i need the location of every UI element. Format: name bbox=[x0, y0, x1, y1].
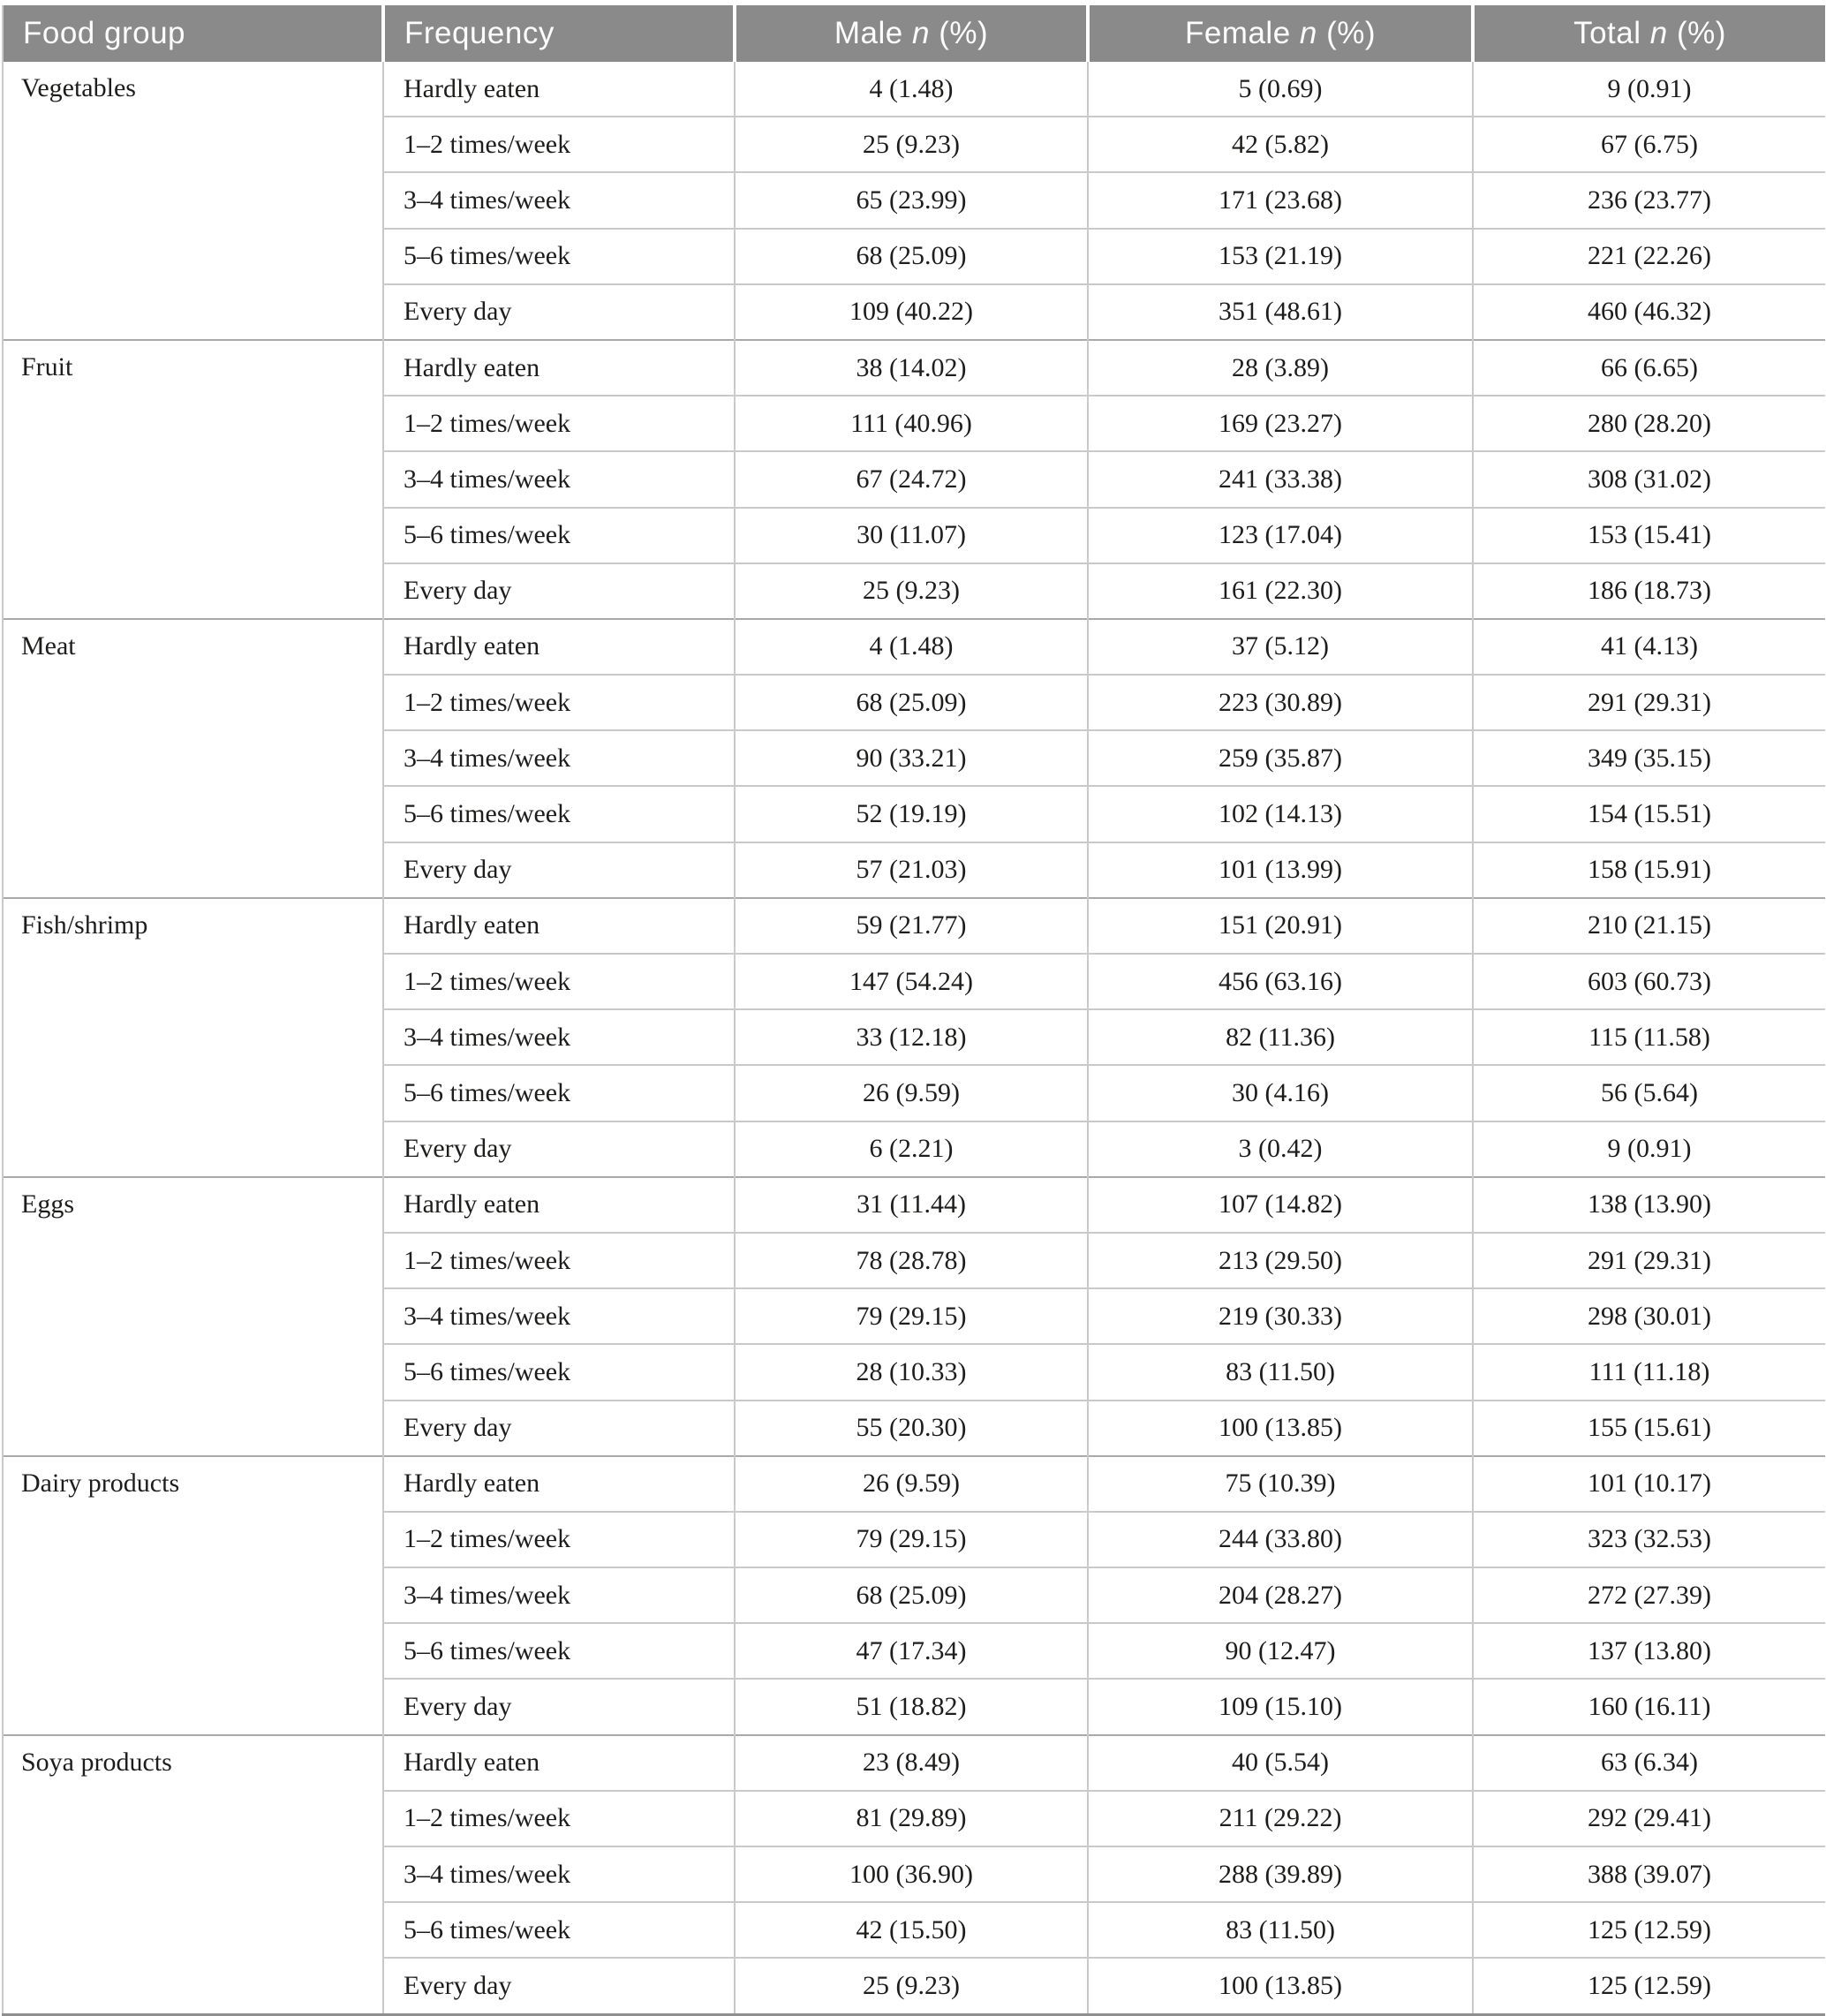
male-cell: 26 (9.59) bbox=[735, 1456, 1088, 1512]
table-row bbox=[3, 619, 1825, 675]
male-cell: 28 (10.33) bbox=[735, 1344, 1088, 1400]
female-cell: 259 (35.87) bbox=[1088, 730, 1473, 786]
female-cell: 219 (30.33) bbox=[1088, 1288, 1473, 1344]
food-group-cell: Vegetables bbox=[3, 62, 383, 340]
male-cell: 68 (25.09) bbox=[735, 229, 1088, 284]
total-cell: 125 (12.59) bbox=[1473, 1902, 1825, 1958]
frequency-cell: Every day bbox=[383, 284, 735, 340]
female-cell: 100 (13.85) bbox=[1088, 1401, 1473, 1456]
frequency-cell: 3–4 times/week bbox=[383, 1567, 735, 1623]
total-cell: 153 (15.41) bbox=[1473, 508, 1825, 563]
table-header bbox=[3, 5, 1825, 62]
female-cell: 37 (5.12) bbox=[1088, 619, 1473, 675]
frequency-cell: 5–6 times/week bbox=[383, 1065, 735, 1121]
female-cell: 211 (29.22) bbox=[1088, 1791, 1473, 1846]
male-cell: 79 (29.15) bbox=[735, 1288, 1088, 1344]
female-cell: 75 (10.39) bbox=[1088, 1456, 1473, 1512]
total-cell: 67 (6.75) bbox=[1473, 117, 1825, 172]
male-cell: 42 (15.50) bbox=[735, 1902, 1088, 1958]
frequency-cell: Every day bbox=[383, 563, 735, 619]
col-header-female bbox=[1088, 5, 1473, 62]
male-cell: 25 (9.23) bbox=[735, 563, 1088, 619]
total-cell: 460 (46.32) bbox=[1473, 284, 1825, 340]
col-header-pct: (%) bbox=[1676, 16, 1726, 50]
female-cell: 40 (5.54) bbox=[1088, 1735, 1473, 1791]
total-cell: 272 (27.39) bbox=[1473, 1567, 1825, 1623]
female-cell: 171 (23.68) bbox=[1088, 172, 1473, 228]
female-cell: 109 (15.10) bbox=[1088, 1679, 1473, 1734]
table-row bbox=[3, 1456, 1825, 1512]
total-cell: 9 (0.91) bbox=[1473, 62, 1825, 117]
frequency-cell: 5–6 times/week bbox=[383, 1623, 735, 1679]
male-cell: 23 (8.49) bbox=[735, 1735, 1088, 1791]
table-row bbox=[3, 340, 1825, 396]
table-row bbox=[3, 1177, 1825, 1233]
total-cell: 186 (18.73) bbox=[1473, 563, 1825, 619]
male-cell: 65 (23.99) bbox=[735, 172, 1088, 228]
total-cell: 210 (21.15) bbox=[1473, 898, 1825, 954]
frequency-cell: 3–4 times/week bbox=[383, 451, 735, 507]
male-cell: 25 (9.23) bbox=[735, 117, 1088, 172]
female-cell: 169 (23.27) bbox=[1088, 396, 1473, 451]
frequency-cell: 5–6 times/week bbox=[383, 1902, 735, 1958]
male-cell: 109 (40.22) bbox=[735, 284, 1088, 340]
female-cell: 3 (0.42) bbox=[1088, 1121, 1473, 1177]
male-cell: 51 (18.82) bbox=[735, 1679, 1088, 1734]
female-cell: 123 (17.04) bbox=[1088, 508, 1473, 563]
female-cell: 28 (3.89) bbox=[1088, 340, 1473, 396]
col-header-food-group: Food group bbox=[3, 5, 383, 62]
frequency-cell: 3–4 times/week bbox=[383, 1846, 735, 1902]
col-header-total bbox=[1473, 5, 1825, 62]
total-cell: 236 (23.77) bbox=[1473, 172, 1825, 228]
female-cell: 351 (48.61) bbox=[1088, 284, 1473, 340]
total-cell: 291 (29.31) bbox=[1473, 1233, 1825, 1288]
frequency-cell: Hardly eaten bbox=[383, 1735, 735, 1791]
food-group-cell: Soya products bbox=[3, 1735, 383, 2014]
female-cell: 90 (12.47) bbox=[1088, 1623, 1473, 1679]
frequency-cell: Every day bbox=[383, 1121, 735, 1177]
total-cell: 137 (13.80) bbox=[1473, 1623, 1825, 1679]
female-cell: 161 (22.30) bbox=[1088, 563, 1473, 619]
female-cell: 204 (28.27) bbox=[1088, 1567, 1473, 1623]
total-cell: 56 (5.64) bbox=[1473, 1065, 1825, 1121]
total-cell: 63 (6.34) bbox=[1473, 1735, 1825, 1791]
female-cell: 213 (29.50) bbox=[1088, 1233, 1473, 1288]
frequency-cell: Hardly eaten bbox=[383, 62, 735, 117]
male-cell: 90 (33.21) bbox=[735, 730, 1088, 786]
total-cell: 101 (10.17) bbox=[1473, 1456, 1825, 1512]
female-cell: 5 (0.69) bbox=[1088, 62, 1473, 117]
male-cell: 38 (14.02) bbox=[735, 340, 1088, 396]
table-body bbox=[3, 62, 1825, 2014]
female-cell: 42 (5.82) bbox=[1088, 117, 1473, 172]
frequency-cell: 5–6 times/week bbox=[383, 1344, 735, 1400]
col-header-n-italic: n bbox=[911, 16, 930, 50]
frequency-cell: 5–6 times/week bbox=[383, 229, 735, 284]
total-cell: 111 (11.18) bbox=[1473, 1344, 1825, 1400]
total-cell: 160 (16.11) bbox=[1473, 1679, 1825, 1734]
male-cell: 79 (29.15) bbox=[735, 1512, 1088, 1567]
col-header-pct: (%) bbox=[939, 16, 989, 50]
female-cell: 288 (39.89) bbox=[1088, 1846, 1473, 1902]
frequency-cell: 1–2 times/week bbox=[383, 1512, 735, 1567]
frequency-cell: Hardly eaten bbox=[383, 340, 735, 396]
food-group-cell: Fruit bbox=[3, 340, 383, 619]
frequency-cell: Hardly eaten bbox=[383, 1456, 735, 1512]
female-cell: 100 (13.85) bbox=[1088, 1958, 1473, 2014]
total-cell: 138 (13.90) bbox=[1473, 1177, 1825, 1233]
female-cell: 83 (11.50) bbox=[1088, 1344, 1473, 1400]
frequency-cell: 1–2 times/week bbox=[383, 1791, 735, 1846]
female-cell: 102 (14.13) bbox=[1088, 786, 1473, 842]
col-header-male bbox=[735, 5, 1088, 62]
female-cell: 244 (33.80) bbox=[1088, 1512, 1473, 1567]
total-cell: 125 (12.59) bbox=[1473, 1958, 1825, 2014]
total-cell: 349 (35.15) bbox=[1473, 730, 1825, 786]
food-group-cell: Fish/shrimp bbox=[3, 898, 383, 1177]
total-cell: 154 (15.51) bbox=[1473, 786, 1825, 842]
frequency-cell: 1–2 times/week bbox=[383, 954, 735, 1009]
total-cell: 66 (6.65) bbox=[1473, 340, 1825, 396]
food-group-cell: Dairy products bbox=[3, 1456, 383, 1735]
male-cell: 81 (29.89) bbox=[735, 1791, 1088, 1846]
male-cell: 30 (11.07) bbox=[735, 508, 1088, 563]
frequency-cell: Every day bbox=[383, 1401, 735, 1456]
table-row bbox=[3, 898, 1825, 954]
frequency-cell: Hardly eaten bbox=[383, 619, 735, 675]
food-group-cell: Meat bbox=[3, 619, 383, 898]
frequency-cell: 5–6 times/week bbox=[383, 786, 735, 842]
female-cell: 241 (33.38) bbox=[1088, 451, 1473, 507]
col-header-text: Total bbox=[1573, 16, 1641, 50]
frequency-cell: 1–2 times/week bbox=[383, 675, 735, 730]
food-frequency-table bbox=[2, 5, 1825, 2016]
frequency-cell: 3–4 times/week bbox=[383, 730, 735, 786]
col-header-n-italic: n bbox=[1299, 16, 1317, 50]
col-header-frequency: Frequency bbox=[383, 5, 735, 62]
frequency-cell: Every day bbox=[383, 1679, 735, 1734]
col-header-pct: (%) bbox=[1326, 16, 1377, 50]
total-cell: 9 (0.91) bbox=[1473, 1121, 1825, 1177]
total-cell: 155 (15.61) bbox=[1473, 1401, 1825, 1456]
col-header-text: Male bbox=[834, 16, 903, 50]
total-cell: 292 (29.41) bbox=[1473, 1791, 1825, 1846]
female-cell: 30 (4.16) bbox=[1088, 1065, 1473, 1121]
col-header-text: Female bbox=[1184, 16, 1291, 50]
frequency-cell: 3–4 times/week bbox=[383, 1288, 735, 1344]
total-cell: 291 (29.31) bbox=[1473, 675, 1825, 730]
header-row bbox=[3, 5, 1825, 62]
total-cell: 115 (11.58) bbox=[1473, 1009, 1825, 1065]
table-row bbox=[3, 62, 1825, 117]
female-cell: 101 (13.99) bbox=[1088, 842, 1473, 898]
total-cell: 41 (4.13) bbox=[1473, 619, 1825, 675]
male-cell: 59 (21.77) bbox=[735, 898, 1088, 954]
frequency-cell: 1–2 times/week bbox=[383, 117, 735, 172]
female-cell: 107 (14.82) bbox=[1088, 1177, 1473, 1233]
female-cell: 456 (63.16) bbox=[1088, 954, 1473, 1009]
male-cell: 4 (1.48) bbox=[735, 62, 1088, 117]
frequency-cell: Every day bbox=[383, 1958, 735, 2014]
female-cell: 223 (30.89) bbox=[1088, 675, 1473, 730]
male-cell: 6 (2.21) bbox=[735, 1121, 1088, 1177]
male-cell: 68 (25.09) bbox=[735, 675, 1088, 730]
table-row bbox=[3, 1735, 1825, 1791]
total-cell: 603 (60.73) bbox=[1473, 954, 1825, 1009]
food-group-cell: Eggs bbox=[3, 1177, 383, 1456]
frequency-cell: Hardly eaten bbox=[383, 1177, 735, 1233]
male-cell: 52 (19.19) bbox=[735, 786, 1088, 842]
male-cell: 78 (28.78) bbox=[735, 1233, 1088, 1288]
male-cell: 100 (36.90) bbox=[735, 1846, 1088, 1902]
frequency-cell: Every day bbox=[383, 842, 735, 898]
frequency-cell: 1–2 times/week bbox=[383, 1233, 735, 1288]
female-cell: 151 (20.91) bbox=[1088, 898, 1473, 954]
total-cell: 298 (30.01) bbox=[1473, 1288, 1825, 1344]
frequency-cell: 3–4 times/week bbox=[383, 1009, 735, 1065]
frequency-cell: 3–4 times/week bbox=[383, 172, 735, 228]
male-cell: 147 (54.24) bbox=[735, 954, 1088, 1009]
male-cell: 55 (20.30) bbox=[735, 1401, 1088, 1456]
total-cell: 280 (28.20) bbox=[1473, 396, 1825, 451]
frequency-cell: 5–6 times/week bbox=[383, 508, 735, 563]
male-cell: 25 (9.23) bbox=[735, 1958, 1088, 2014]
male-cell: 68 (25.09) bbox=[735, 1567, 1088, 1623]
female-cell: 153 (21.19) bbox=[1088, 229, 1473, 284]
total-cell: 221 (22.26) bbox=[1473, 229, 1825, 284]
frequency-cell: Hardly eaten bbox=[383, 898, 735, 954]
total-cell: 158 (15.91) bbox=[1473, 842, 1825, 898]
male-cell: 57 (21.03) bbox=[735, 842, 1088, 898]
female-cell: 82 (11.36) bbox=[1088, 1009, 1473, 1065]
male-cell: 33 (12.18) bbox=[735, 1009, 1088, 1065]
female-cell: 83 (11.50) bbox=[1088, 1902, 1473, 1958]
male-cell: 67 (24.72) bbox=[735, 451, 1088, 507]
male-cell: 26 (9.59) bbox=[735, 1065, 1088, 1121]
male-cell: 47 (17.34) bbox=[735, 1623, 1088, 1679]
male-cell: 31 (11.44) bbox=[735, 1177, 1088, 1233]
male-cell: 4 (1.48) bbox=[735, 619, 1088, 675]
male-cell: 111 (40.96) bbox=[735, 396, 1088, 451]
total-cell: 323 (32.53) bbox=[1473, 1512, 1825, 1567]
frequency-cell: 1–2 times/week bbox=[383, 396, 735, 451]
total-cell: 308 (31.02) bbox=[1473, 451, 1825, 507]
total-cell: 388 (39.07) bbox=[1473, 1846, 1825, 1902]
col-header-n-italic: n bbox=[1649, 16, 1668, 50]
